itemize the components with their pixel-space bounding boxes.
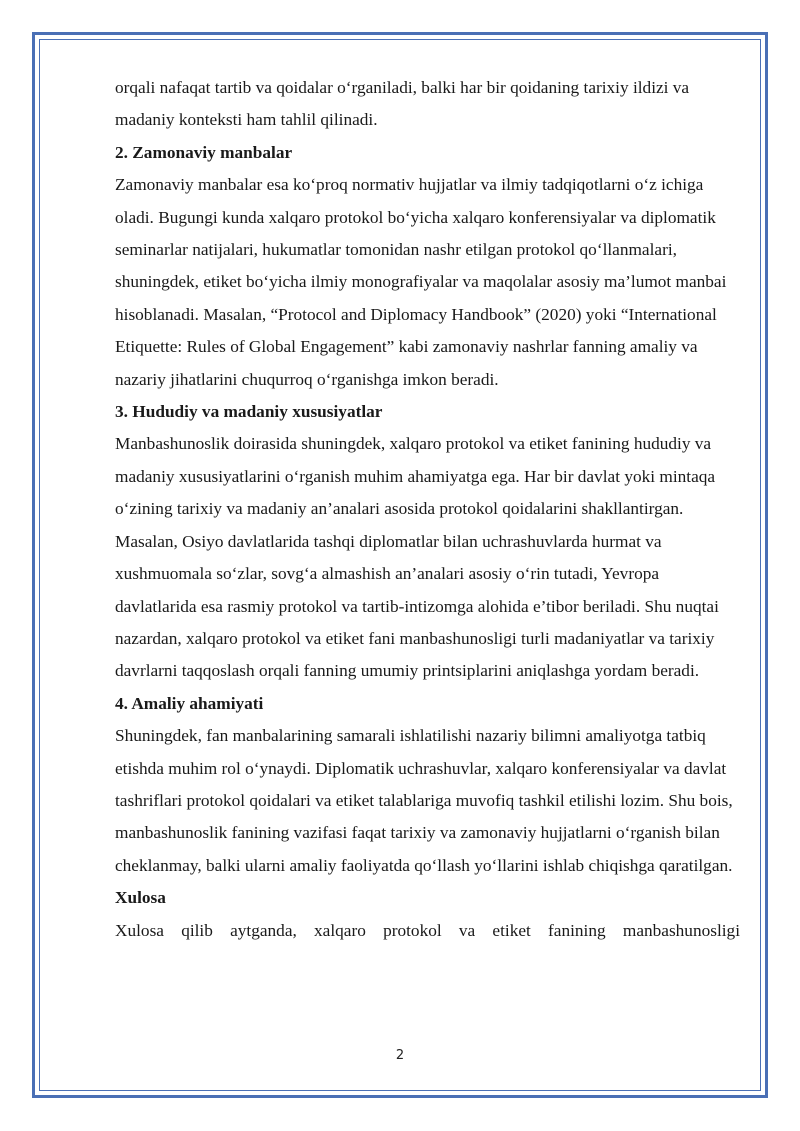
page-content bbox=[115, 72, 740, 947]
page-number: 2 bbox=[395, 1048, 405, 1063]
section-heading-practical-importance: 4. Amaliy ahamiyati bbox=[115, 693, 264, 713]
section-body-regional-cultural: Manbashunoslik doirasida shuningdek, xalqaro protokol va etiket fanining hududiy va madaniy xususiyatlarini o‘rganish muhim ahamiyatga ega. Har bir davlat yoki mintaqa o‘zining tarixiy va madaniy an’analari asosida protokol qoidalarini shakllantirgan. Masalan, Osiyo davlatlarida tashqi diplomatlar bilan uchrashuvlarda hurmat va xushmuomala so‘zlar, sovg‘a almashish an’analari asosiy o‘rin tutadi, Yevropa davlatlarida esa rasmiy protokol va tartib-intizomga alohida e’tibor beriladi. Shu nuqtai nazardan, xalqaro protokol va etiket fani manbashunosligi turli madaniyatlar va tarixiy davrlarni taqqoslash orqali fanning umumiy printsiplarini aniqlashga yordam beradi. bbox=[115, 434, 719, 681]
section-body-practical-importance: Shuningdek, fan manbalarining samarali ishlatilishi nazariy bilimni amaliyotga tatbiq etishda muhim rol o‘ynaydi. Diplomatik uchrashuvlar, xalqaro konferensiyalar va davlat tashriflari protokol qoidalari va etiket talablariga muvofiq tashkil etilishi lozim. Shu bois, manbashunoslik fanining vazifasi faqat tarixiy va zamonaviy hujjatlarni o‘rganish bilan cheklanmay, balki ularni amaliy faoliyatda qo‘llash yo‘llarini ishlab chiqishga qaratilgan. bbox=[115, 726, 733, 875]
conclusion-body: Xulosa qilib aytganda, xalqaro protokol va etiket fanining manbashunosligi bbox=[115, 920, 740, 940]
intro-paragraph: orqali nafaqat tartib va qoidalar o‘rganiladi, balki har bir qoidaning tarixiy ildizi va madaniy konteksti ham tahlil qilinadi. bbox=[115, 78, 690, 130]
section-heading-regional-cultural: 3. Hududiy va madaniy xususiyatlar bbox=[115, 402, 383, 422]
conclusion-heading: Xulosa bbox=[115, 888, 166, 908]
section-body-modern-sources: Zamonaviy manbalar esa ko‘proq normativ hujjatlar va ilmiy tadqiqotlarni o‘z ichiga oladi. Bugungi kunda xalqaro protokol bo‘yicha xalqaro konferensiyalar va diplomatik seminarlar natijalari, hukumatlar tomonidan nashr etilgan protokol qo‘llanmalari, shuningdek, etiket bo‘yicha ilmiy monografiyalar va maqolalar asosiy ma’lumot manbai hisoblanadi. Masalan, “Protocol and Diplomacy Handbook” (2020) yoki “International Etiquette: Rules of Global Engagement” kabi zamonaviy nashrlar fanning amaliy va nazariy jihatlarini chuqurroq o‘rganishga imkon beradi. bbox=[115, 175, 727, 389]
section-heading-modern-sources: 2. Zamonaviy manbalar bbox=[115, 142, 293, 162]
